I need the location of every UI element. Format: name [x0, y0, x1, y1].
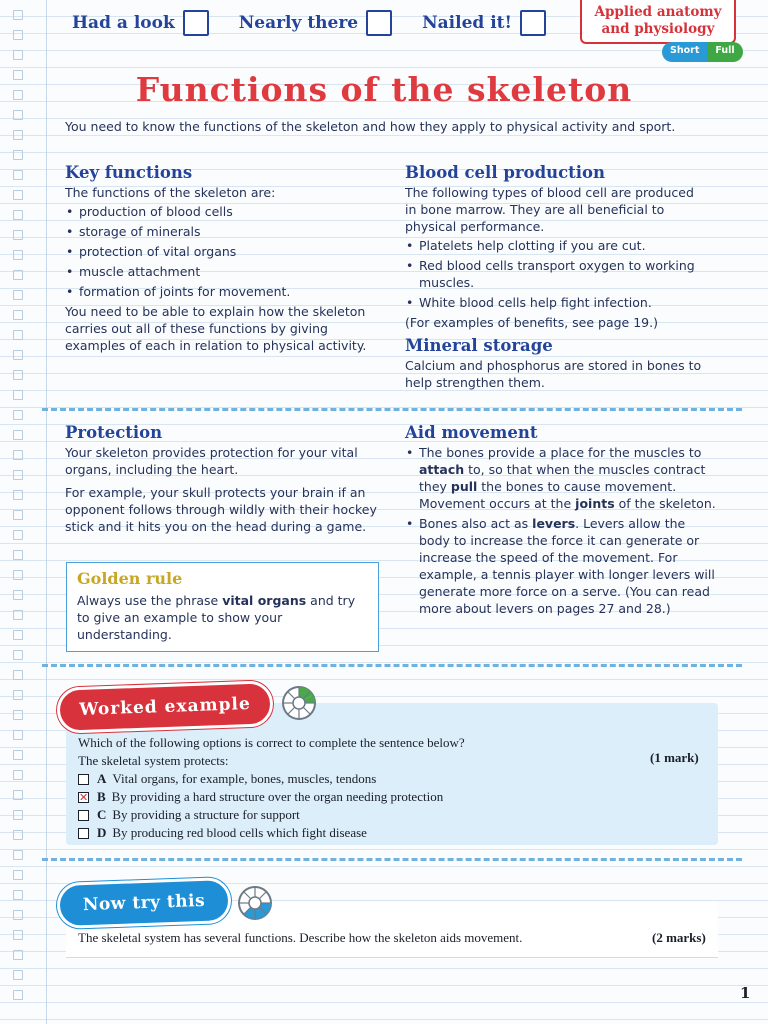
page-number: 1: [740, 984, 751, 1002]
option-text: Vital organs, for example, bones, muscles, tendons: [112, 771, 377, 786]
worked-example-body: [78, 734, 702, 842]
golden-rule-heading: Golden rule: [77, 569, 183, 588]
bold-term: pull: [450, 479, 478, 494]
text-span: Bones also act as: [419, 516, 533, 531]
toggle-full[interactable]: Full: [707, 42, 742, 62]
option-a[interactable]: [78, 770, 702, 788]
option-letter: B: [97, 789, 106, 804]
short-full-toggle[interactable]: [662, 42, 743, 62]
option-checkbox[interactable]: [78, 774, 89, 785]
checklist-nailed-it: [422, 10, 546, 36]
question-stem: The skeletal system protects:: [78, 753, 229, 768]
text-span: and try to give an example to show your understanding.: [77, 593, 356, 642]
checklist-had-a-look: [72, 10, 209, 36]
option-letter: D: [97, 825, 107, 840]
now-try-question: The skeletal system has several functions. Describe how the skeleton aids movement.: [78, 930, 523, 945]
dashed-divider: [42, 858, 742, 861]
blood-cell-section: [405, 164, 705, 393]
protection-section: [65, 424, 377, 537]
checklist-label: Nearly there: [238, 13, 359, 33]
dashed-divider: [42, 408, 742, 411]
protection-text-2: For example, your skull protects your brain if an opponent follows through wildly with their hockey stick and it hits you on the head during a game.: [65, 485, 377, 534]
margin-checkboxes: [13, 10, 23, 1010]
bold-term: joints: [575, 496, 615, 511]
list-item: • production of blood cells: [65, 203, 385, 220]
text-span: to, so that when the muscles contract they: [419, 462, 706, 494]
list-item: • Red blood cells transport oxygen to working muscles.: [405, 257, 705, 291]
checkbox[interactable]: [183, 10, 209, 36]
section-heading: Aid movement: [405, 423, 538, 442]
option-b[interactable]: [78, 788, 702, 806]
option-text: By producing red blood cells which fight disease: [112, 825, 367, 840]
worked-example-badge: Worked example: [56, 680, 273, 734]
list-item: • White blood cells help fight infection.: [405, 294, 705, 311]
bold-term: vital organs: [222, 593, 307, 608]
section-lead: The functions of the skeleton are:: [65, 185, 276, 200]
intro-text: You need to know the functions of the skeleton and how they apply to physical activity and sport.: [65, 119, 676, 134]
list-item: • muscle attachment: [65, 263, 385, 280]
topic-line: and physiology: [601, 21, 715, 37]
progress-wheel-icon: [236, 884, 274, 922]
text-span: of the skeleton.: [614, 496, 716, 511]
aid-movement-list: [405, 444, 717, 617]
aid-movement-section: [405, 424, 717, 620]
marks-label: (1 mark): [650, 750, 699, 765]
blood-cell-list: [405, 237, 705, 311]
topic-tag: [580, 0, 736, 44]
checkbox[interactable]: [520, 10, 546, 36]
question-text: Which of the following options is correct to complete the sentence below?: [78, 735, 465, 750]
bold-term: attach: [419, 462, 465, 477]
list-item: [405, 444, 717, 512]
text-span: the bones to cause movement. Movement occurs at the: [419, 479, 677, 511]
option-d[interactable]: [78, 824, 702, 842]
list-item: [405, 515, 717, 617]
list-item: • storage of minerals: [65, 223, 385, 240]
topic-line: Applied anatomy: [594, 4, 722, 20]
section-heading: Protection: [65, 423, 163, 442]
checklist-label: Nailed it!: [422, 13, 512, 33]
text-span: . Levers allow the body to increase the force it can generate or increase the speed of the movement. For example, a tennis player with longer levers will generate more force on a serve. (You can read more about levers on pages 27 and 28.): [419, 516, 715, 616]
now-try-badge: Now try this: [56, 877, 231, 929]
text-span: Always use the phrase: [77, 593, 223, 608]
list-item: • Platelets help clotting if you are cut.: [405, 237, 705, 254]
section-outro: (For examples of benefits, see page 19.): [405, 315, 658, 330]
golden-rule-text: [77, 592, 368, 643]
checklist-label: Had a look: [72, 13, 175, 33]
functions-list: [65, 203, 385, 300]
section-heading: Blood cell production: [405, 163, 606, 182]
option-c[interactable]: [78, 806, 702, 824]
golden-rule-box: [66, 562, 379, 652]
option-checkbox[interactable]: [78, 828, 89, 839]
key-functions-section: [65, 164, 385, 356]
option-letter: C: [97, 807, 107, 822]
option-checkbox[interactable]: [78, 810, 89, 821]
text-span: The bones provide a place for the muscles to: [419, 445, 702, 460]
page-title: Functions of the skeleton: [135, 70, 633, 109]
progress-wheel-icon: [280, 684, 318, 722]
list-item: • protection of vital organs: [65, 243, 385, 260]
option-text: By providing a hard structure over the organ needing protection: [111, 789, 444, 804]
margin-line: [46, 0, 47, 1024]
dashed-divider: [42, 664, 742, 667]
option-text: By providing a structure for support: [112, 807, 300, 822]
mineral-text: Calcium and phosphorus are stored in bones to help strengthen them.: [405, 358, 702, 390]
option-checkbox[interactable]: ✕: [79, 790, 89, 804]
checkbox[interactable]: [366, 10, 392, 36]
toggle-short[interactable]: Short: [662, 42, 707, 62]
checklist-nearly-there: [239, 10, 392, 36]
list-item: • formation of joints for movement.: [65, 283, 385, 300]
section-heading: Key functions: [65, 163, 193, 182]
marks-label: (2 marks): [652, 930, 706, 945]
bold-term: levers: [532, 516, 576, 531]
section-lead: The following types of blood cell are produced in bone marrow. They are all beneficial to physical performance.: [405, 185, 694, 234]
option-letter: A: [97, 771, 107, 786]
section-outro: You need to be able to explain how the skeleton carries out all of these functions by giving examples of each in relation to physical activity.: [65, 304, 367, 353]
protection-text-1: Your skeleton provides protection for your vital organs, including the heart.: [65, 445, 358, 477]
progress-checklist: [72, 10, 546, 36]
mineral-heading: Mineral storage: [405, 336, 553, 355]
